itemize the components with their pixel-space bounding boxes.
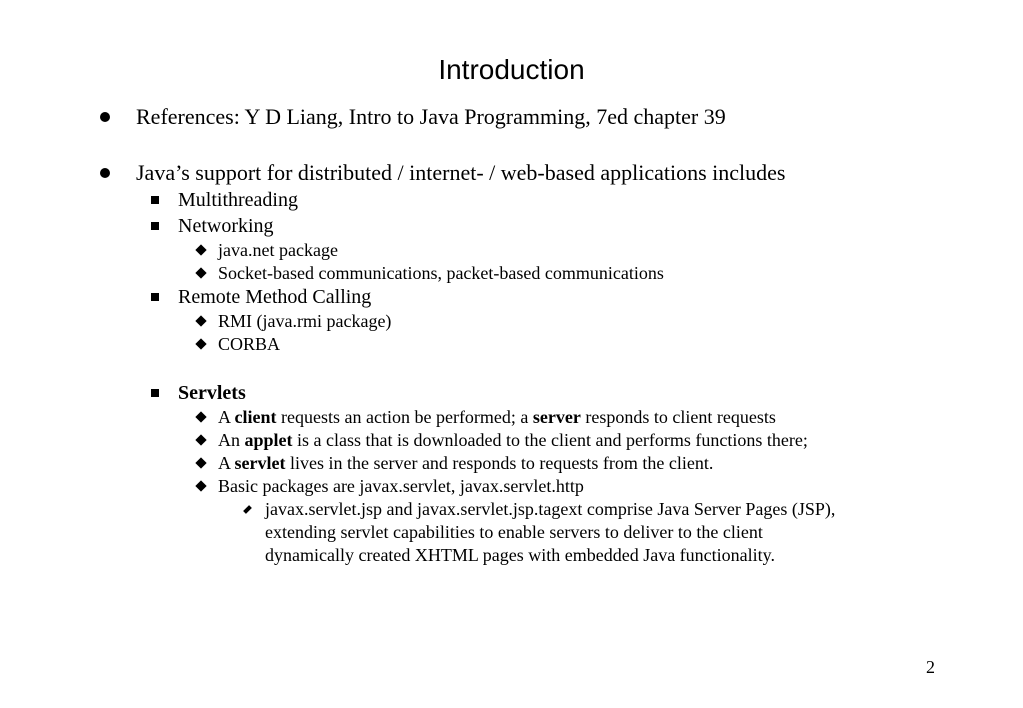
- servlet-item: [218, 452, 713, 474]
- applet-text-c: is a class that is downloaded to the client and performs functions there;: [292, 430, 808, 450]
- bullet-square-icon: [151, 389, 159, 397]
- bullet-diamond-icon: [195, 315, 206, 326]
- bullet-dot-icon: [100, 112, 110, 122]
- client-text-a: A: [218, 407, 235, 427]
- bullet-square-icon: [151, 293, 159, 301]
- java-support-item: Java’s support for distributed / internet- / web-based applications includes: [136, 160, 786, 185]
- servlet-term: servlet: [234, 453, 286, 473]
- bullet-diamond-icon: [195, 338, 206, 349]
- remote-method-calling-item: Remote Method Calling: [178, 286, 372, 308]
- packages-item: Basic packages are javax.servlet, javax.servlet.http: [218, 476, 584, 496]
- bullet-square-icon: [151, 222, 159, 230]
- applet-term: applet: [244, 430, 293, 450]
- server-term: server: [532, 407, 581, 427]
- client-text-e: responds to client requests: [580, 407, 776, 427]
- slide-title: Introduction: [438, 54, 585, 85]
- servlet-text-c: lives in the server and responds to requests from the client.: [285, 453, 714, 473]
- client-term: client: [234, 407, 277, 427]
- corba-item: CORBA: [218, 334, 281, 354]
- rmi-item: RMI (java.rmi package): [218, 311, 392, 331]
- servlets-heading: Servlets: [178, 382, 246, 404]
- page-number: 2: [926, 657, 935, 677]
- javanet-item: java.net package: [218, 240, 338, 260]
- references-item: References: Y D Liang, Intro to Java Programming, 7ed chapter 39: [136, 104, 726, 129]
- bullet-diamond-icon: [195, 434, 206, 445]
- bullet-diamond-icon: [195, 244, 206, 255]
- applet-item: [218, 429, 808, 451]
- bullet-small-diamond-icon: [243, 505, 252, 514]
- bullet-diamond-icon: [195, 267, 206, 278]
- multithreading-item: Multithreading: [178, 189, 298, 211]
- jsp-item-line-3: dynamically created XHTML pages with embedded Java functionality.: [265, 545, 775, 565]
- client-text-c: requests an action be performed; a: [276, 407, 533, 427]
- jsp-item-line-1: javax.servlet.jsp and javax.servlet.jsp.tagext comprise Java Server Pages (JSP),: [265, 499, 836, 519]
- servlet-text-a: A: [218, 453, 235, 473]
- networking-item: Networking: [178, 215, 274, 237]
- socket-item: Socket-based communications, packet-based communications: [218, 263, 664, 283]
- bullet-dot-icon: [100, 168, 110, 178]
- bullet-diamond-icon: [195, 457, 206, 468]
- bullet-square-icon: [151, 196, 159, 204]
- bullet-diamond-icon: [195, 411, 206, 422]
- jsp-item-line-2: extending servlet capabilities to enable servers to deliver to the client: [265, 522, 763, 542]
- bullet-diamond-icon: [195, 480, 206, 491]
- applet-text-a: An: [218, 430, 245, 450]
- client-server-item: [218, 406, 776, 428]
